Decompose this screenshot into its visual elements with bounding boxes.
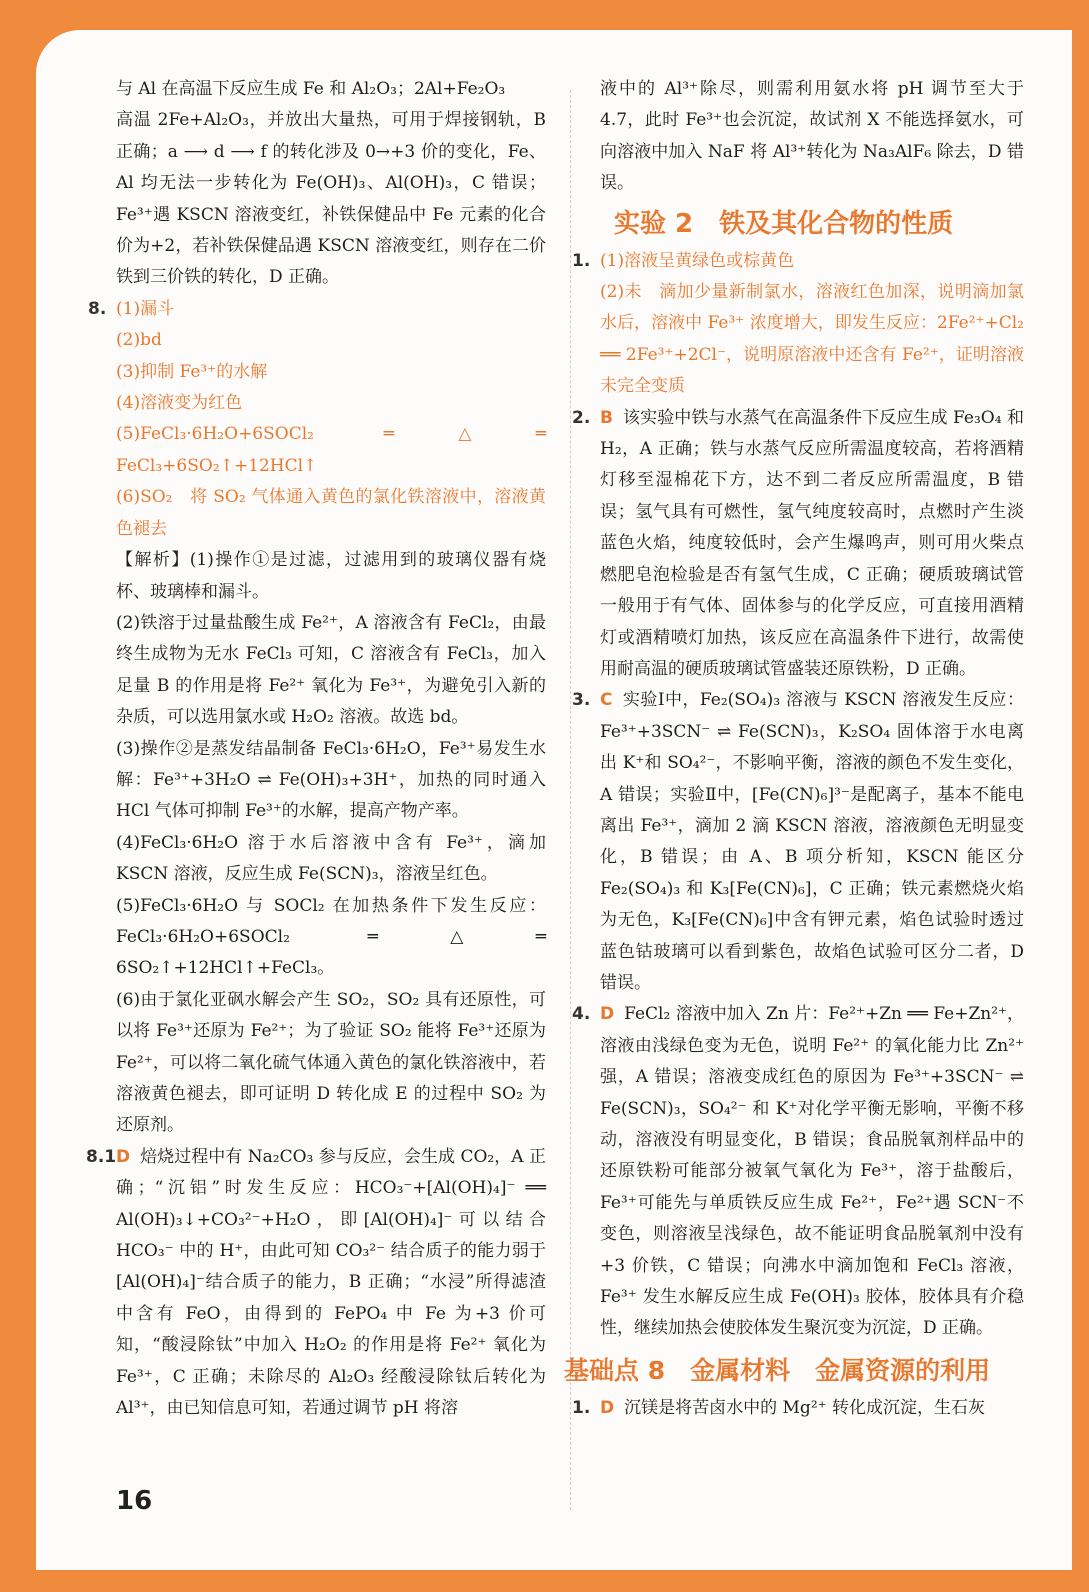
q8-answer-1: 8. (1)漏斗 (116, 294, 546, 325)
q8-answer-3: (3)抑制 Fe³⁺的水解 (116, 361, 268, 382)
question-number: 1. (572, 1397, 591, 1418)
exp2-q3: 3. C 实验Ⅰ中，Fe₂(SO₄)₃ 溶液与 KSCN 溶液发生反应：Fe³⁺+3SCN⁻ ⇌ Fe(SCN)₃，K₂SO₄ 固体溶于水电离出 K⁺和 SO₄²⁻，不影响平衡，溶液的颜色不发生变化，A 错误；实验Ⅱ中，[Fe(CN)₆]³⁻是配离子，基本不能电离出 Fe³⁺，滴加 2 滴 KSCN 溶液，溶液颜色无明显变化，B 错误；由 A、B 项分析知，KSCN 能区分 Fe₂(SO₄)₃ 和 K₃[Fe(CN)₆]，C 正确；铁元素燃烧火焰为无色，K₃[Fe(CN)₆]中含有钾元素，焰色试验时透过蓝色钴玻璃可以看到紫色，故焰色试验可区分二者，D 错误。 (600, 685, 1024, 999)
exp2-q1-1: 1. (1)溶液呈黄绿色或棕黄色 (600, 246, 1024, 277)
left-para-0: 与 Al 在高温下反应生成 Fe 和 Al₂O₃；2Al+Fe₂O₃ (116, 79, 506, 99)
left-column (86, 74, 546, 1424)
exp2-q2: 2. B 该实验中铁与水蒸气在高温条件下反应生成 Fe₃O₄ 和 H₂，A 正确；铁与水蒸气反应所需温度较高，若将酒精灯移至湿棉花下方，达不到二者反应所需温度，B 错误；氢气具有可燃性，氢气纯度较高时，点燃时产生淡蓝色火焰，纯度较低时，会产生爆鸣声，则可用火柴点燃肥皂泡检验是否有氢气生成，C 正确；硬质玻璃试管一般用于有气体、固体参与的化学反应，可直接用酒精灯或酒精喷灯加热，该反应在高温条件下进行，故需使用耐高温的硬质玻璃试管盛装还原铁粉，D 正确。 (600, 403, 1024, 686)
question-number: 4. (572, 1004, 591, 1025)
exp2-q4: 4. D FeCl₂ 溶液中加入 Zn 片：Fe²⁺+Zn ══ Fe+Zn²⁺，溶液由浅绿色变为无色，说明 Fe²⁺ 的氧化能力比 Zn²⁺强，A 错误；溶液变成红色的原因为 Fe³⁺+3SCN⁻ ⇌ Fe(SCN)₃，SO₄²⁻ 和 K⁺对化学平衡无影响，平衡不移动，溶液没有明显变化，B 错误；食品脱氧剂样品中的还原铁粉可能部分被氧气氧化为 Fe³⁺，溶于盐酸后，Fe³⁺可能先与单质铁反应生成 Fe²⁺，Fe²⁺遇 SCN⁻不变色，则溶液呈浅绿色，故不能证明食品脱氧剂中没有+3 价铁，C 错误；向沸水中滴加饱和 FeCl₃ 溶液，Fe³⁺ 发生水解反应生成 Fe(OH)₃ 胶体，胶体具有介稳性，继续加热会使胶体发生聚沉变为沉淀，D 正确。 (600, 999, 1024, 1344)
left-para-1: 高温 2Fe+Al₂O₃，并放出大量热，可用于焊接钢轨，B 正确；a ⟶ d ⟶ f 的转化涉及 0→+3 价的变化，Fe、Al 均无法一步转化为 Fe(OH)₃、Al(OH)₃，C 错误；Fe³⁺遇 KSCN 溶液变红，补铁保健品中 Fe 元素的化合价为+2，若补铁保健品遇 KSCN 溶液变红，则存在二价铁到三价铁的转化，D 正确。 (116, 110, 546, 288)
analysis-5: (5)FeCl₃·6H₂O 与 SOCl₂ 在加热条件下发生反应：FeCl₃·6H₂O+6SOCl₂ ═△═ 6SO₂↑+12HCl↑+FeCl₃。 (116, 895, 546, 979)
answer-letter: D (600, 1004, 615, 1025)
q8-answer-2: (2)bd (116, 330, 162, 351)
analysis-6: (6)由于氯化亚砜水解会产生 SO₂，SO₂ 具有还原性，可以将 Fe³⁺还原为 Fe²⁺；为了验证 SO₂ 能将 Fe³⁺还原为 Fe²⁺，可以将二氧化硫气体通入黄色的氯化铁溶液中，若溶液黄色褪去，即可证明 D 转化成 E 的过程中 SO₂ 为还原剂。 (116, 989, 546, 1136)
right-column (564, 74, 1024, 1424)
answer-letter: D (600, 1397, 615, 1418)
q8-1-answer: 8.1D 焙烧过程中有 Na₂CO₃ 参与反应，会生成 CO₂，A 正确；“沉铝”时发生反应：HCO₃⁻+[Al(OH)₄]⁻ ══ Al(OH)₃↓+CO₃²⁻+H₂O，即[Al(OH)₄]⁻可以结合 HCO₃⁻ 中的 H⁺，由此可知 CO₃²⁻ 结合质子的能力弱于[Al(OH)₄]⁻结合质子的能力，B 正确；“水浸”所得滤渣中含有 FeO，由得到的 FePO₄ 中 Fe 为+3 价可知，“酸浸除钛”中加入 H₂O₂ 的作用是将 Fe²⁺ 氧化为 Fe³⁺，C 正确；未除尽的 Al₂O₃ 经酸浸除钛后转化为 Al³⁺，由已知信息可知，若通过调节 pH 将溶 (116, 1142, 546, 1425)
right-intro: 液中的 Al³⁺除尽，则需利用氨水将 pH 调节至大于 4.7，此时 Fe³⁺也会沉淀，故试剂 X 不能选择氨水，可向溶液中加入 NaF 将 Al³⁺转化为 Na₃AlF₆ 除去，D 错误。 (600, 79, 1024, 194)
question-number: 8.1 (86, 1146, 117, 1167)
analysis-3: (3)操作②是蒸发结晶制备 FeCl₃·6H₂O，Fe³⁺易发生水解：Fe³⁺+3H₂O ⇌ Fe(OH)₃+3H⁺，加热的同时通入 HCl 气体可抑制 Fe³⁺的水解，提高产物产率。 (116, 738, 546, 822)
column-divider (570, 90, 571, 1510)
exp2-q1-2: (2)未 滴加少量新制氯水，溶液红色加深，说明滴加氯水后，溶液中 Fe³⁺ 浓度增大，即发生反应：2Fe²⁺+Cl₂ ══ 2Fe³⁺+2Cl⁻，说明原溶液中还含有 Fe²⁺，证明溶液未完全变质 (600, 282, 1024, 397)
q8-answer-5: (5)FeCl₃·6H₂O+6SOCl₂ ═△═ FeCl₃+6SO₂↑+12HCl↑ (116, 424, 546, 476)
question-number: 8. (88, 298, 107, 319)
q8-answer-6: (6)SO₂ 将 SO₂ 气体通入黄色的氯化铁溶液中，溶液黄色褪去 (116, 487, 546, 539)
section-heading-experiment2: 实验 2 铁及其化合物的性质 (614, 208, 954, 239)
question-number: 3. (572, 690, 591, 711)
analysis-4: (4)FeCl₃·6H₂O 溶于水后溶液中含有 Fe³⁺，滴加 KSCN 溶液，反应生成 Fe(SCN)₃，溶液呈红色。 (116, 832, 546, 885)
analysis-2: (2)铁溶于过量盐酸生成 Fe²⁺，A 溶液含有 FeCl₂，由最终生成物为无水 FeCl₃ 可知，C 溶液含有 FeCl₃，加入足量 B 的作用是将 Fe²⁺ 氧化为 Fe³⁺，为避免引入新的杂质，可以选用氯水或 H₂O₂ 溶液。故选 bd。 (116, 612, 546, 728)
question-number: 2. (572, 407, 591, 428)
analysis-1: 【解析】(1)操作①是过滤，过滤用到的玻璃仪器有烧杯、玻璃棒和漏斗。 (116, 550, 546, 602)
basic8-q1: 1. D 沉镁是将苦卤水中的 Mg²⁺ 转化成沉淀，生石灰 (600, 1393, 1024, 1424)
section-heading-basic8: 基础点 8 金属材料 金属资源的利用 (564, 1355, 991, 1385)
question-number: 1. (572, 250, 591, 271)
page-number: 16 (116, 1486, 153, 1516)
answer-letter: B (600, 407, 613, 428)
q8-answer-4: (4)溶液变为红色 (116, 393, 243, 414)
answer-letter: C (600, 690, 613, 711)
answer-letter: D (116, 1146, 131, 1167)
